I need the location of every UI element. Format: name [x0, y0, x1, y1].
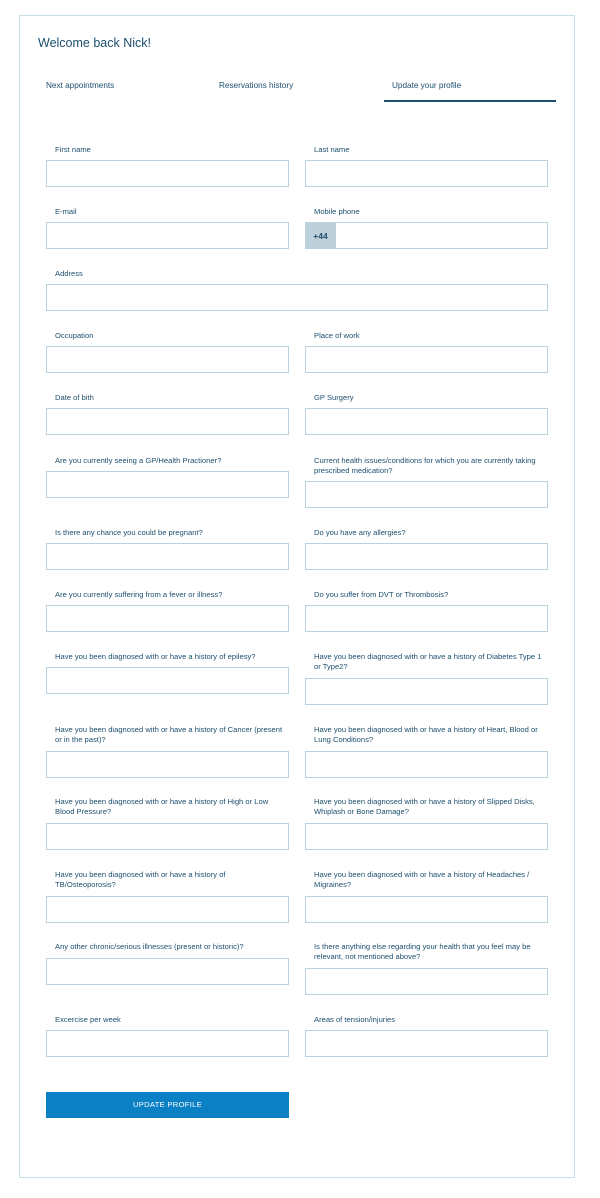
email-label: E-mail [55, 207, 77, 216]
tab-reservations-history[interactable]: Reservations history [219, 81, 294, 90]
epilepsy-label: Have you been diagnosed with or have a history of epilesy? [55, 652, 256, 661]
blood-pressure-label: Have you been diagnosed with or have a history of High or Low Blood Pressure? [55, 797, 269, 816]
occupation-label: Occupation [55, 331, 94, 340]
chronic-illness-input[interactable] [46, 958, 289, 985]
mobile-phone-input[interactable] [305, 222, 548, 249]
date-of-birth-input[interactable] [46, 408, 289, 435]
mobile-phone-label: Mobile phone [314, 207, 360, 216]
pregnant-input[interactable] [46, 543, 289, 570]
place-of-work-input[interactable] [305, 346, 548, 373]
profile-tabs [38, 70, 556, 102]
blood-pressure-input[interactable] [46, 823, 289, 850]
tb-osteoporosis-label: Have you been diagnosed with or have a history of TB/Osteoporosis? [55, 870, 226, 889]
pregnant-label: Is there any chance you could be pregnant? [55, 528, 203, 537]
tension-input[interactable] [305, 1030, 548, 1057]
fever-label: Are you currently suffering from a fever or illness? [55, 590, 223, 599]
heart-label: Have you been diagnosed with or have a history of Heart, Blood or Lung Conditions? [314, 725, 538, 744]
headaches-label: Have you been diagnosed with or have a history of Headaches / Migraines? [314, 870, 530, 889]
tb-osteoporosis-input[interactable] [46, 896, 289, 923]
occupation-input[interactable] [46, 346, 289, 373]
tab-next-appointments[interactable]: Next appointments [46, 81, 115, 90]
address-label: Address [55, 269, 83, 278]
diabetes-label: Have you been diagnosed with or have a history of Diabetes Type 1 or Type2? [314, 652, 542, 671]
heart-input[interactable] [305, 751, 548, 778]
update-profile-button[interactable]: UPDATE PROFILE [46, 1092, 289, 1118]
phone-country-prefix: +44 [305, 222, 336, 249]
tension-label: Areas of tension/injuries [314, 1015, 396, 1024]
anything-else-label: Is there anything else regarding your health that you feel may be relevant, not mentioned above? [314, 942, 531, 961]
date-of-birth-label: Date of bith [55, 393, 94, 402]
seeing-gp-label: Are you currently seeing a GP/Health Practioner? [55, 456, 222, 465]
exercise-input[interactable] [46, 1030, 289, 1057]
fever-input[interactable] [46, 605, 289, 632]
gp-surgery-input[interactable] [305, 408, 548, 435]
last-name-label: Last name [314, 145, 350, 154]
slipped-disks-input[interactable] [305, 823, 548, 850]
last-name-input[interactable] [305, 160, 548, 187]
allergies-label: Do you have any allergies? [314, 528, 406, 537]
slipped-disks-label: Have you been diagnosed with or have a history of Slipped Disks, Whiplash or Bone Damage? [314, 797, 535, 816]
first-name-input[interactable] [46, 160, 289, 187]
welcome-heading: Welcome back Nick! [38, 36, 151, 50]
seeing-gp-input[interactable] [46, 471, 289, 498]
cancer-input[interactable] [46, 751, 289, 778]
dvt-input[interactable] [305, 605, 548, 632]
headaches-input[interactable] [305, 896, 548, 923]
current-health-issues-input[interactable] [305, 481, 548, 508]
current-health-issues-label: Current health issues/conditions for which you are currently taking prescribed medication? [314, 456, 536, 475]
first-name-label: First name [55, 145, 91, 154]
gp-surgery-label: GP Surgery [314, 393, 354, 402]
chronic-illness-label: Any other chronic/serious illnesses (present or historic)? [55, 942, 244, 951]
exercise-label: Excercise per week [55, 1015, 121, 1024]
address-input[interactable] [46, 284, 548, 311]
epilepsy-input[interactable] [46, 667, 289, 694]
place-of-work-label: Place of work [314, 331, 360, 340]
tab-update-profile[interactable]: Update your profile [384, 70, 556, 102]
dvt-label: Do you suffer from DVT or Thrombosis? [314, 590, 449, 599]
allergies-input[interactable] [305, 543, 548, 570]
diabetes-input[interactable] [305, 678, 548, 705]
email-input[interactable] [46, 222, 289, 249]
anything-else-input[interactable] [305, 968, 548, 995]
cancer-label: Have you been diagnosed with or have a history of Cancer (present or in the past)? [55, 725, 283, 744]
